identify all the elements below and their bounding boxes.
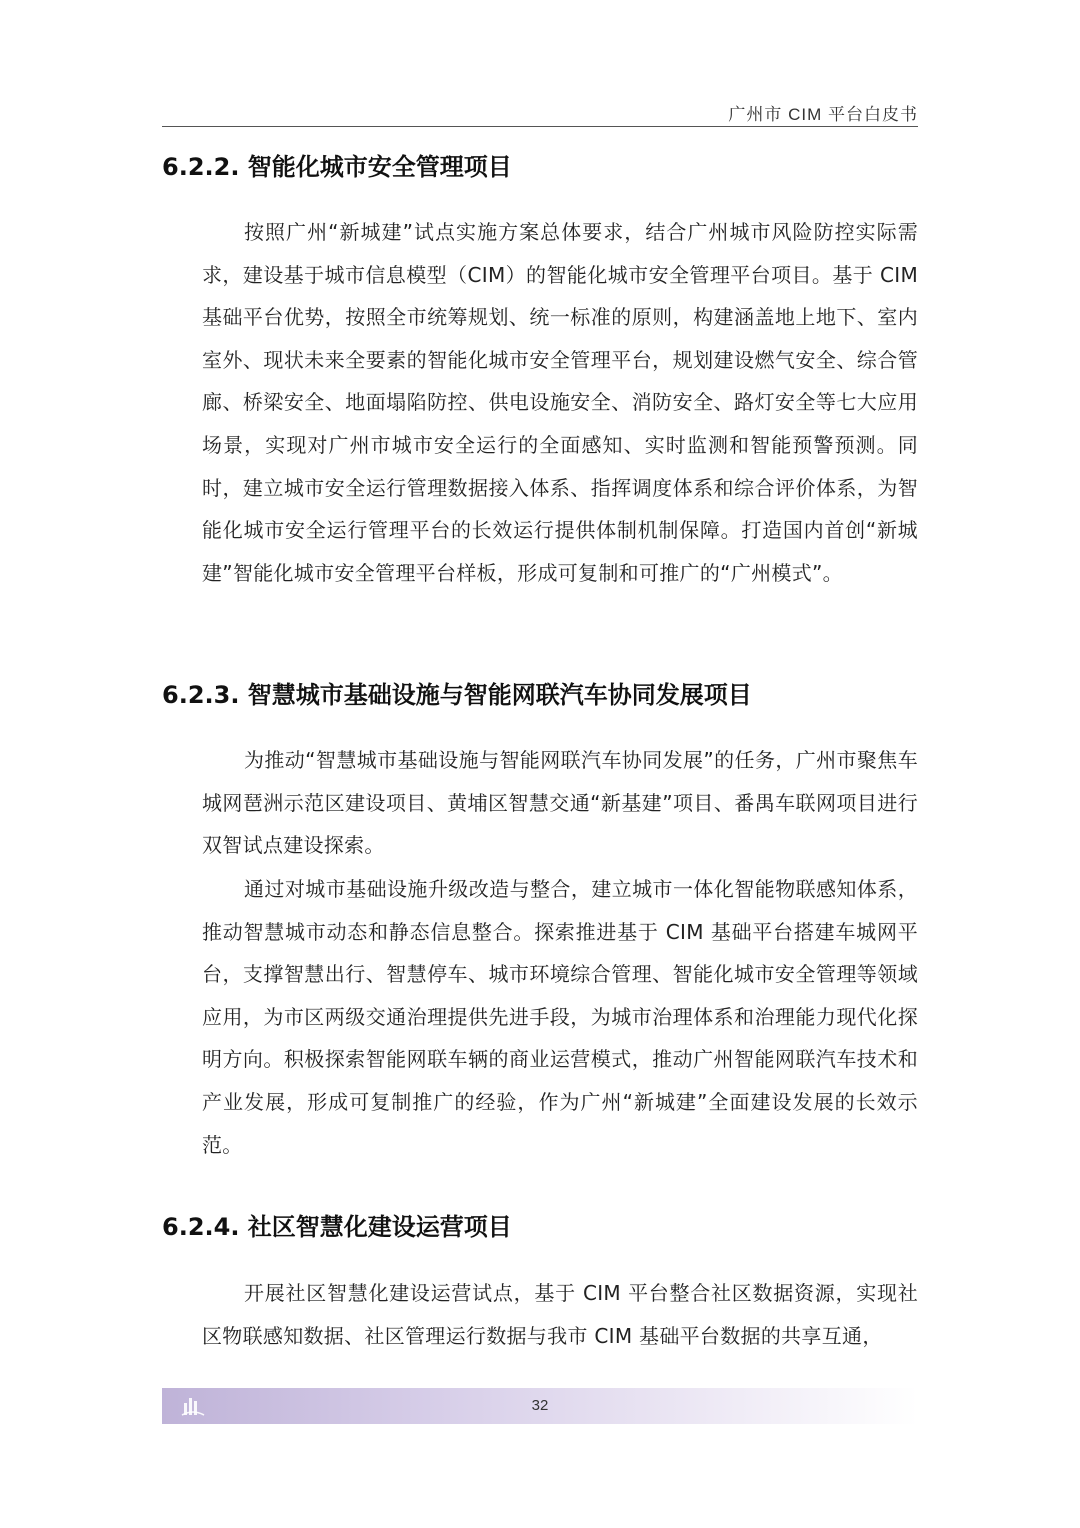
page-number: 32 — [531, 1397, 549, 1414]
section-6-2-2-paragraph-1: 按照广州“新城建”试点实施方案总体要求，结合广州城市风险防控实际需求，建设基于城市信息模型（CIM）的智能化城市安全管理平台项目。基于 CIM 基础平台优势，按照全市统筹规划、统一标准的原则，构建涵盖地上地下、室内室外、现状未来全要素的智能化城市安全管理平台，规划建设燃气安全、综合管廊、桥梁安全、地面塌陷防控、供电设施安全、消防安全、路灯安全等七大应用场景，实现对广州市城市安全运行的全面感知、实时监测和智能预警预测。同时，建立城市安全运行管理数据接入体系、指挥调度体系和综合评价体系，为智能化城市安全运行管理平台的长效运行提供体制机制保障。打造国内首创“新城建”智能化城市安全管理平台样板，形成可复制和可推广的“广州模式”。 — [202, 220, 918, 585]
header-rule — [162, 126, 918, 127]
header-title: 广州市 CIM 平台白皮书 — [728, 105, 918, 124]
section-heading-6-2-3: 6.2.3. 智慧城市基础设施与智能网联汽车协同发展项目 — [162, 681, 752, 709]
section-heading-6-2-2: 6.2.2. 智能化城市安全管理项目 — [162, 153, 512, 181]
section-6-2-3-paragraph-2: 通过对城市基础设施升级改造与整合，建立城市一体化智能物联感知体系，推动智慧城市动态和静态信息整合。探索推进基于 CIM 基础平台搭建车城网平台，支撑智慧出行、智慧停车、城市环境综合管理、智能化城市安全管理等领域应用，为市区两级交通治理提供先进手段，为城市治理体系和治理能力现代化探明方向。积极探索智能网联车辆的商业运营模式，推动广州智能网联汽车技术和产业发展，形成可复制推广的经验，作为广州“新城建”全面建设发展的长效示范。 — [202, 877, 918, 1157]
section-heading-6-2-4: 6.2.4. 社区智慧化建设运营项目 — [162, 1213, 512, 1241]
section-6-2-3-paragraph-1: 为推动“智慧城市基础设施与智能网联汽车协同发展”的任务，广州市聚焦车城网琶洲示范区建设项目、黄埔区智慧交通“新基建”项目、番禺车联网项目进行双智试点建设探索。 — [202, 748, 918, 858]
section-6-2-4-paragraph-1: 开展社区智慧化建设运营试点，基于 CIM 平台整合社区数据资源，实现社区物联感知数据、社区管理运行数据与我市 CIM 基础平台数据的共享互通， — [202, 1281, 918, 1348]
